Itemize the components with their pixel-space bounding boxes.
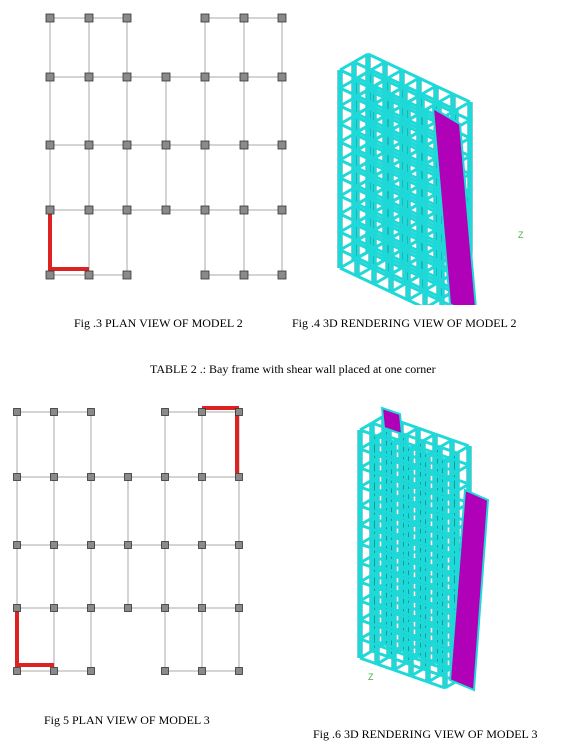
frame-beam bbox=[374, 284, 391, 292]
frame-beam bbox=[435, 434, 452, 440]
fig5-caption: Fig 5 PLAN VIEW OF MODEL 3 bbox=[44, 713, 210, 727]
column bbox=[240, 14, 248, 22]
column bbox=[85, 73, 93, 81]
column bbox=[46, 206, 54, 214]
column bbox=[123, 14, 131, 22]
column bbox=[240, 271, 248, 279]
column bbox=[162, 73, 170, 81]
frame-beam bbox=[357, 276, 374, 284]
column bbox=[46, 141, 54, 149]
column bbox=[201, 206, 209, 214]
frame-beam bbox=[428, 682, 445, 688]
column bbox=[162, 141, 170, 149]
column bbox=[199, 605, 206, 612]
column bbox=[236, 474, 243, 481]
column bbox=[14, 542, 21, 549]
column bbox=[14, 474, 21, 481]
column bbox=[278, 14, 286, 22]
column bbox=[123, 73, 131, 81]
column bbox=[240, 206, 248, 214]
3d-rendering-model-3 bbox=[350, 400, 520, 695]
frame-beam bbox=[340, 268, 357, 276]
column bbox=[201, 14, 209, 22]
column bbox=[88, 605, 95, 612]
fig6-caption: Fig .6 3D RENDERING VIEW OF MODEL 3 bbox=[313, 727, 538, 741]
frame-beam bbox=[411, 676, 428, 682]
frame-beam bbox=[453, 94, 470, 102]
shear-wall bbox=[17, 608, 54, 665]
column bbox=[201, 73, 209, 81]
column bbox=[162, 542, 169, 549]
frame-beam bbox=[418, 428, 435, 434]
column bbox=[240, 73, 248, 81]
column bbox=[125, 605, 132, 612]
plan-view-model-2 bbox=[0, 0, 290, 290]
column bbox=[88, 542, 95, 549]
column bbox=[14, 409, 21, 416]
fig4-caption: Fig .4 3D RENDERING VIEW OF MODEL 2 bbox=[292, 316, 517, 330]
frame-beam bbox=[391, 292, 408, 300]
column bbox=[51, 668, 58, 675]
plan-view-model-3 bbox=[0, 395, 260, 690]
column bbox=[240, 141, 248, 149]
column bbox=[51, 474, 58, 481]
column bbox=[85, 14, 93, 22]
column bbox=[88, 474, 95, 481]
shear-wall bbox=[202, 408, 237, 473]
column bbox=[162, 605, 169, 612]
column bbox=[199, 474, 206, 481]
column bbox=[14, 668, 21, 675]
column bbox=[85, 271, 93, 279]
frame-beam bbox=[394, 670, 411, 676]
column bbox=[88, 668, 95, 675]
column bbox=[85, 206, 93, 214]
column bbox=[199, 542, 206, 549]
frame-beam bbox=[377, 664, 394, 670]
column bbox=[46, 271, 54, 279]
frame-beam bbox=[368, 54, 385, 62]
frame-beam bbox=[401, 422, 418, 428]
column bbox=[278, 206, 286, 214]
column bbox=[51, 605, 58, 612]
frame-beam bbox=[360, 658, 377, 664]
column bbox=[125, 474, 132, 481]
frame-beam bbox=[452, 440, 469, 446]
column bbox=[123, 206, 131, 214]
shear-wall bbox=[50, 210, 89, 269]
column bbox=[162, 474, 169, 481]
column bbox=[201, 271, 209, 279]
column bbox=[199, 409, 206, 416]
column bbox=[278, 271, 286, 279]
frame-beam bbox=[408, 300, 425, 305]
frame-beam bbox=[436, 86, 453, 94]
column bbox=[278, 73, 286, 81]
column bbox=[199, 668, 206, 675]
column bbox=[236, 542, 243, 549]
column bbox=[162, 668, 169, 675]
column bbox=[278, 141, 286, 149]
column bbox=[85, 141, 93, 149]
column bbox=[51, 542, 58, 549]
column bbox=[46, 73, 54, 81]
column bbox=[201, 141, 209, 149]
column bbox=[88, 409, 95, 416]
frame-beam bbox=[419, 78, 436, 86]
column bbox=[236, 668, 243, 675]
column bbox=[236, 409, 243, 416]
axis-z-label: Z bbox=[518, 230, 524, 240]
column bbox=[51, 409, 58, 416]
fig3-caption: Fig .3 PLAN VIEW OF MODEL 2 bbox=[74, 316, 243, 330]
column bbox=[46, 14, 54, 22]
frame-beam bbox=[402, 70, 419, 78]
table-2-title: TABLE 2 .: Bay frame with shear wall placed at one corner bbox=[150, 362, 436, 376]
column bbox=[14, 605, 21, 612]
column bbox=[125, 542, 132, 549]
column bbox=[162, 206, 170, 214]
column bbox=[123, 141, 131, 149]
frame-beam bbox=[385, 62, 402, 70]
column bbox=[123, 271, 131, 279]
column bbox=[236, 605, 243, 612]
3d-rendering-model-2 bbox=[320, 30, 540, 305]
axis-z-label: Z bbox=[368, 672, 374, 682]
column bbox=[162, 409, 169, 416]
